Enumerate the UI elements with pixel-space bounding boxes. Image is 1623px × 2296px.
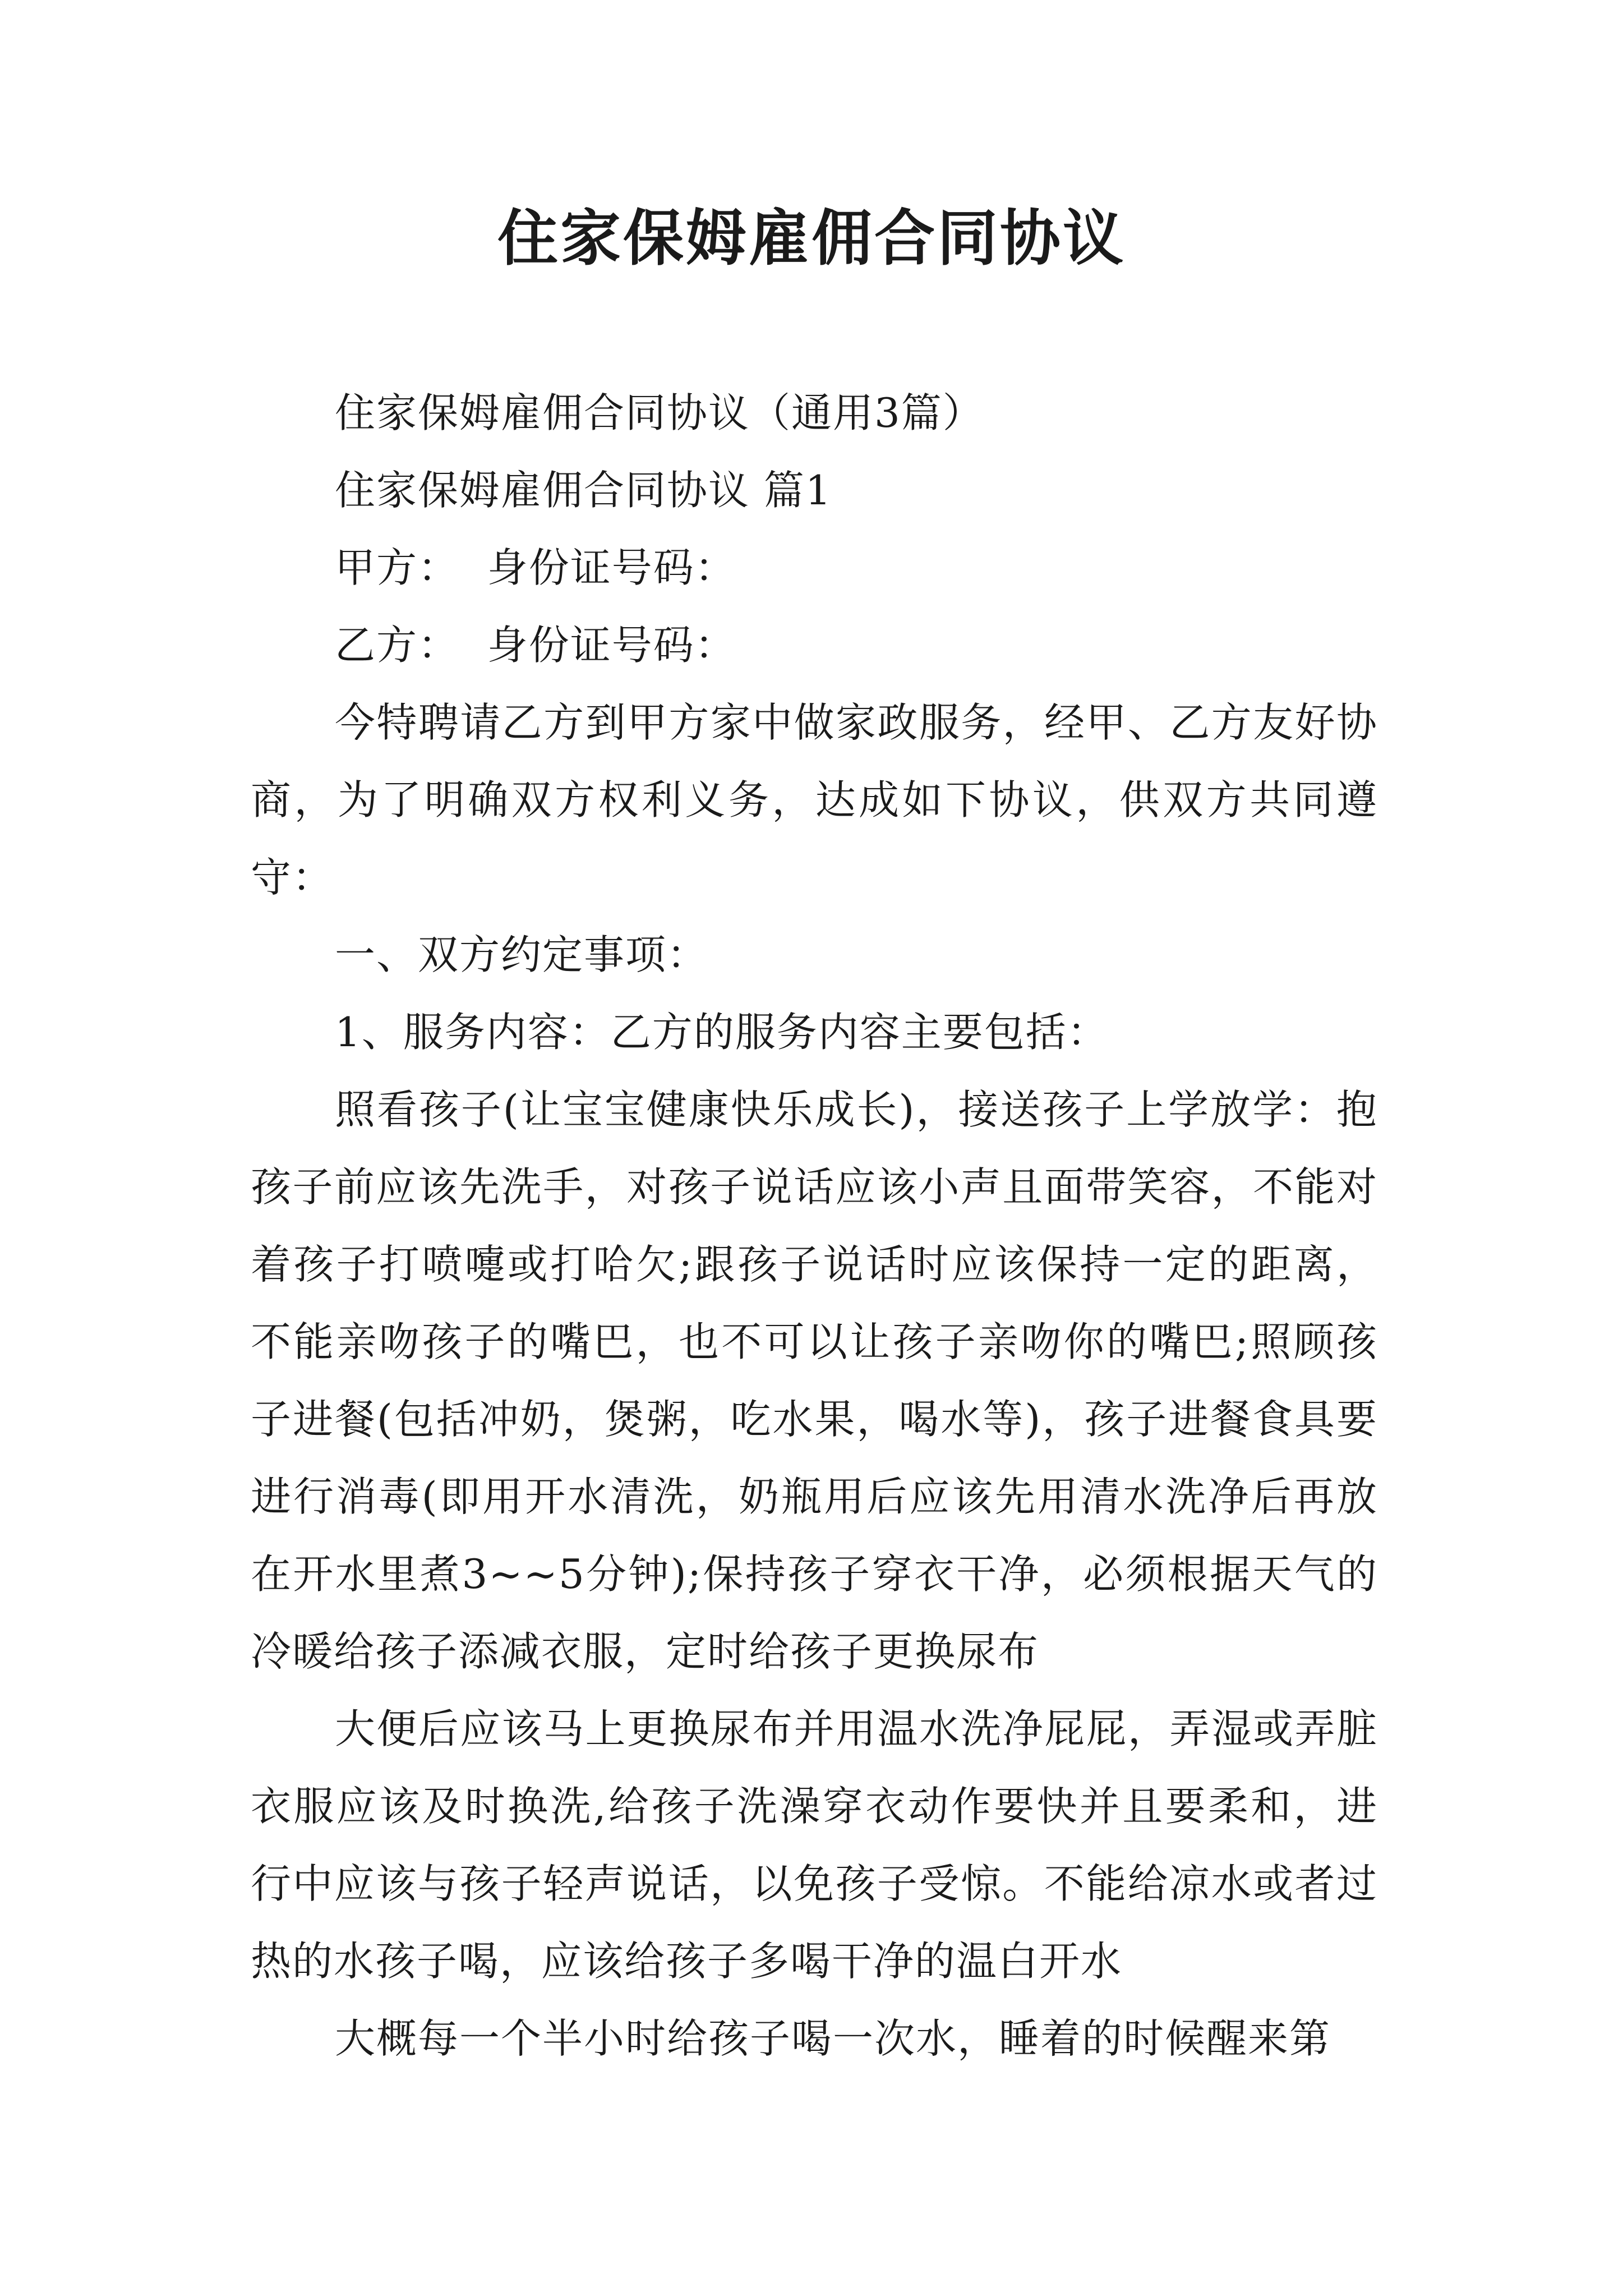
paragraph-preamble: 今特聘请乙方到甲方家中做家政服务，经甲、乙方友好协商，为了明确双方权利义务，达成如下协议，供双方共同遵守： — [251, 699, 1378, 901]
paragraph-party-b: 乙方： 身份证号码： — [335, 622, 736, 669]
paragraph-subtitle: 住家保姆雇佣合同协议（通用3篇） — [335, 389, 984, 436]
paragraph-diaper-bath: 大便后应该马上更换尿布并用温水洗净屁屁，弄湿或弄脏衣服应该及时换洗,给孩子洗澡穿衣动作要快并且要柔和，进行中应该与孩子轻声说话，以免孩子受惊。不能给凉水或者过热的水孩子喝，应该给孩子多喝干净的温白开水 — [251, 1705, 1378, 1985]
paragraph-water-schedule: 大概每一个半小时给孩子喝一次水，睡着的时候醒来第 — [335, 2015, 1331, 2062]
paragraph-party-a: 甲方： 身份证号码： — [335, 544, 736, 591]
document-title: 住家保姆雇佣合同协议 — [497, 203, 1126, 274]
paragraph-childcare-duties: 照看孩子(让宝宝健康快乐成长)，接送孩子上学放学：抱孩子前应该先洗手，对孩子说话应该小声且面带笑容，不能对着孩子打喷嚏或打哈欠;跟孩子说话时应该保持一定的距离，不能亲吻孩子的嘴巴，也不可以让孩子亲吻你的嘴巴;照顾孩子进餐(包括冲奶，煲粥，吃水果，喝水等)，孩子进餐食具要进行消毒(即用开水清洗，奶瓶用后应该先用清水洗净后再放在开水里煮3~~5分钟);保持孩子穿衣干净，必须根据天气的冷暖给孩子添减衣服，定时给孩子更换尿布 — [251, 1086, 1378, 1675]
paragraph-section-heading: 住家保姆雇佣合同协议 篇1 — [335, 467, 832, 514]
document-body — [251, 374, 1378, 2077]
paragraph-clause-heading: 一、双方约定事项： — [335, 931, 709, 978]
paragraph-service-content: 1、服务内容：乙方的服务内容主要包括： — [335, 1009, 1109, 1056]
